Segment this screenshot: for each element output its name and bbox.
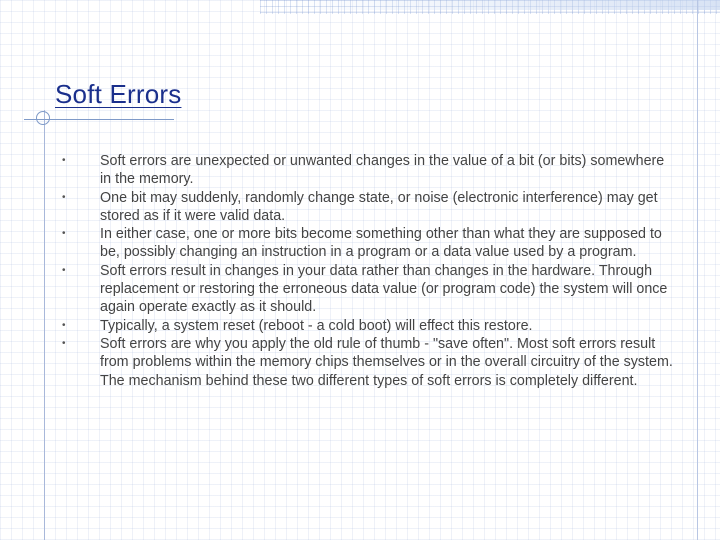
bullet-dot: • [62,191,66,203]
bullet-item [62,317,674,335]
bullet-dot: • [62,337,66,349]
rule-circle-ornament [36,111,50,125]
bullet-text: Typically, a system reset (reboot - a cold boot) will effect this restore. [100,317,533,334]
bullet-item [62,152,674,189]
bullet-text: Soft errors are unexpected or unwanted changes in the value of a bit (or bits) somewhere in the memory. [100,153,665,188]
bullet-text: In either case, one or more bits become something other than what they are supposed to be, possibly changing an instruction in a program or a data value used by a program. [100,226,662,261]
bullet-dot: • [62,155,66,166]
corner-gradient-decoration [280,0,720,10]
bullet-dot: • [62,264,66,276]
bullet-list [62,152,674,390]
bullet-item [62,335,674,390]
slide-title: Soft Errors [55,79,182,109]
bullet-item [62,189,674,226]
bullet-item [62,262,674,317]
bullet-item [62,225,674,262]
bullet-text: One bit may suddenly, randomly change state, or noise (electronic interference) may get stored as if it were valid data. [100,189,658,224]
bullet-text: Soft errors are why you apply the old rule of thumb - "save often". Most soft errors result from problems within the memory chips themselves or in the overall circuitry of the system. The mechanism behind these two different types of soft errors is completely different. [100,335,673,389]
left-vertical-rule [44,110,45,540]
right-edge-line [697,0,698,540]
bullet-dot: • [62,228,66,240]
bullet-text: Soft errors result in changes in your data rather than changes in the hardware. Through replacement or restoring the erroneous data value (or program code) the system will once again operate exactly as it should. [100,262,668,316]
bullet-dot: • [62,319,66,331]
